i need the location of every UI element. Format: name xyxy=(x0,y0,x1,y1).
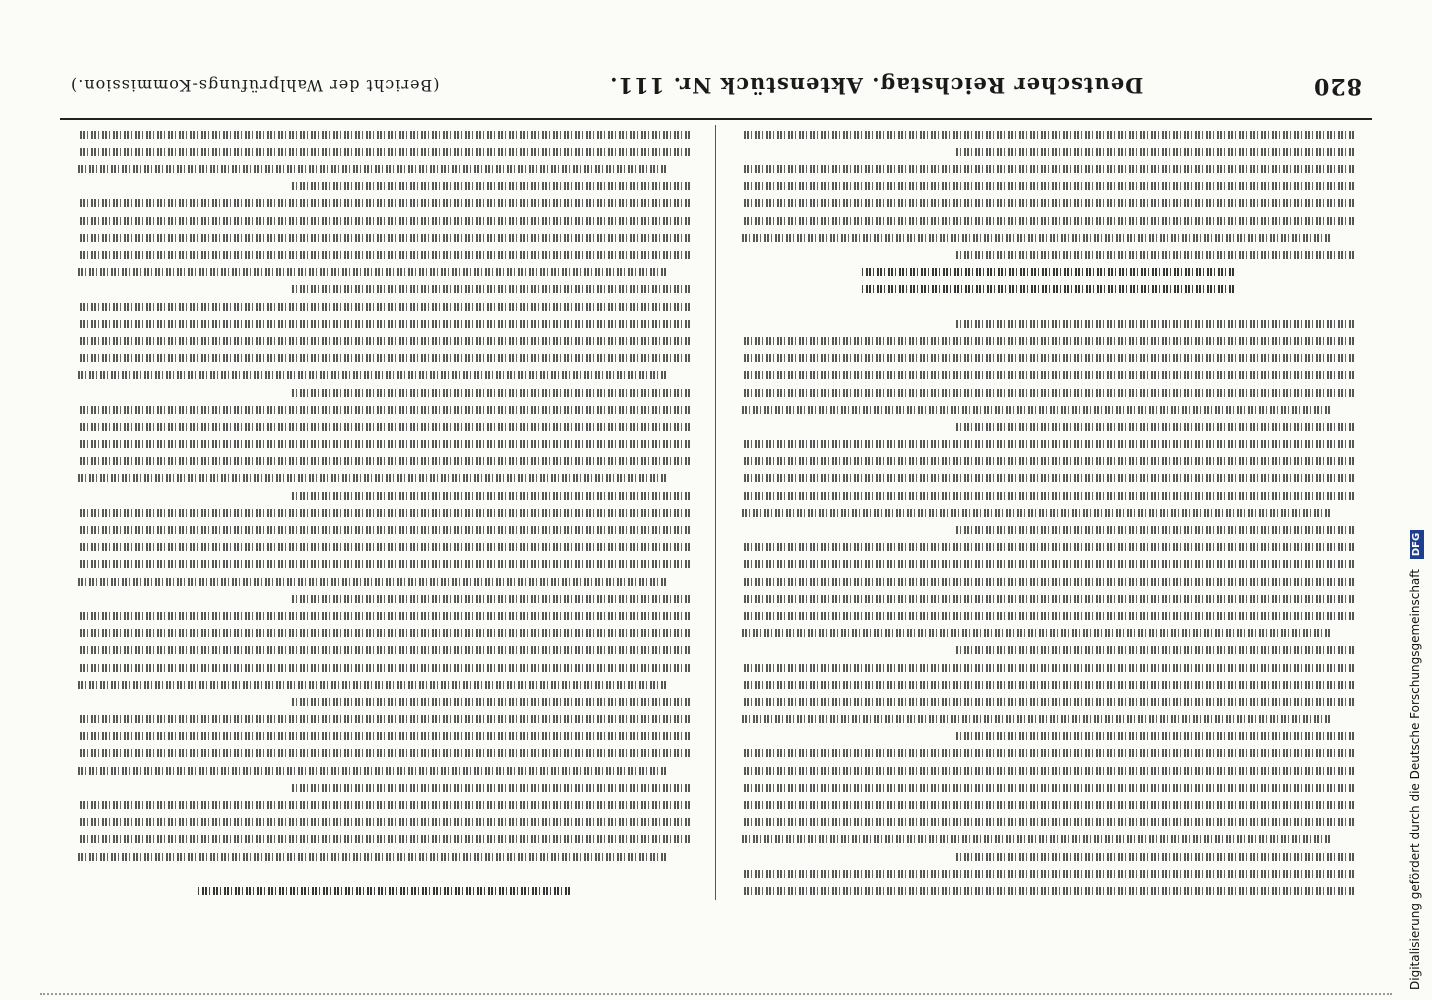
text-line xyxy=(742,367,1354,384)
left-column xyxy=(742,125,1354,900)
text-line xyxy=(742,780,1354,797)
text-line xyxy=(78,522,690,539)
text-line xyxy=(78,642,690,659)
header-rule xyxy=(60,118,1372,120)
page-number: 820 xyxy=(1313,73,1362,99)
text-line xyxy=(78,556,690,573)
text-line xyxy=(78,453,690,470)
text-line xyxy=(78,195,690,212)
scan-edge-dots xyxy=(40,993,1392,997)
text-line xyxy=(742,694,1354,711)
text-line xyxy=(742,848,1354,865)
text-line xyxy=(78,230,690,247)
text-line xyxy=(742,608,1354,625)
text-line xyxy=(742,350,1354,367)
text-line xyxy=(78,711,690,728)
text-line xyxy=(78,625,690,642)
text-line xyxy=(78,298,690,315)
running-header xyxy=(70,68,1362,104)
text-line xyxy=(78,591,690,608)
text-line xyxy=(742,247,1354,264)
text-line xyxy=(78,848,690,865)
text-line xyxy=(78,144,690,161)
text-line xyxy=(742,436,1354,453)
text-line xyxy=(742,763,1354,780)
text-line xyxy=(78,213,690,230)
text-line xyxy=(78,883,690,900)
text-line xyxy=(742,745,1354,762)
text-line xyxy=(742,677,1354,694)
text-line xyxy=(78,763,690,780)
text-line xyxy=(742,230,1354,247)
text-line xyxy=(78,488,690,505)
text-line xyxy=(742,642,1354,659)
text-line xyxy=(78,831,690,848)
text-line xyxy=(78,161,690,178)
text-line xyxy=(742,831,1354,848)
text-line xyxy=(78,797,690,814)
text-line xyxy=(78,539,690,556)
text-line xyxy=(742,127,1354,144)
text-line xyxy=(742,402,1354,419)
text-line xyxy=(78,316,690,333)
text-line xyxy=(78,402,690,419)
text-line xyxy=(742,556,1354,573)
text-line xyxy=(78,281,690,298)
text-line xyxy=(78,350,690,367)
text-line xyxy=(78,814,690,831)
text-line xyxy=(742,625,1354,642)
text-line xyxy=(78,573,690,590)
text-line xyxy=(742,883,1354,900)
text-line xyxy=(742,522,1354,539)
text-line xyxy=(742,161,1354,178)
text-line xyxy=(742,488,1354,505)
text-line xyxy=(78,247,690,264)
text-line xyxy=(78,866,690,883)
text-line xyxy=(742,144,1354,161)
text-line xyxy=(742,814,1354,831)
text-line xyxy=(78,745,690,762)
text-line xyxy=(742,316,1354,333)
text-line xyxy=(78,333,690,350)
text-line xyxy=(78,436,690,453)
text-line xyxy=(78,780,690,797)
text-line xyxy=(742,711,1354,728)
text-line xyxy=(78,419,690,436)
text-line xyxy=(78,608,690,625)
text-line xyxy=(78,694,690,711)
running-title: Deutscher Reichstag. Aktenstück Nr. 111. xyxy=(609,73,1144,99)
text-line xyxy=(78,728,690,745)
column-rule xyxy=(715,125,716,900)
text-line xyxy=(742,505,1354,522)
text-line xyxy=(78,178,690,195)
dfg-logo: DFG xyxy=(1410,530,1424,559)
credit-text: Digitalisierung gefördert durch die Deutsche Forschungsgemeinschaft xyxy=(1408,568,1422,990)
right-column xyxy=(78,125,690,900)
text-line xyxy=(742,470,1354,487)
text-line xyxy=(742,573,1354,590)
text-line xyxy=(742,195,1354,212)
text-line xyxy=(742,264,1354,281)
text-line xyxy=(742,281,1354,298)
text-line xyxy=(742,384,1354,401)
text-line xyxy=(742,728,1354,745)
text-line xyxy=(742,797,1354,814)
text-line xyxy=(78,384,690,401)
text-line xyxy=(78,505,690,522)
text-line xyxy=(742,591,1354,608)
text-line xyxy=(78,470,690,487)
running-subtitle: (Bericht der Wahlprüfungs-Kommission.) xyxy=(70,76,440,96)
text-line xyxy=(742,419,1354,436)
text-line xyxy=(78,127,690,144)
text-line xyxy=(742,213,1354,230)
text-line xyxy=(78,659,690,676)
text-line xyxy=(78,367,690,384)
digitization-credit xyxy=(1405,532,1432,990)
text-line xyxy=(742,178,1354,195)
text-line xyxy=(78,677,690,694)
text-line xyxy=(742,866,1354,883)
text-line xyxy=(78,264,690,281)
text-line xyxy=(742,333,1354,350)
text-line xyxy=(742,539,1354,556)
text-line xyxy=(742,298,1354,315)
text-line xyxy=(742,659,1354,676)
text-line xyxy=(742,453,1354,470)
